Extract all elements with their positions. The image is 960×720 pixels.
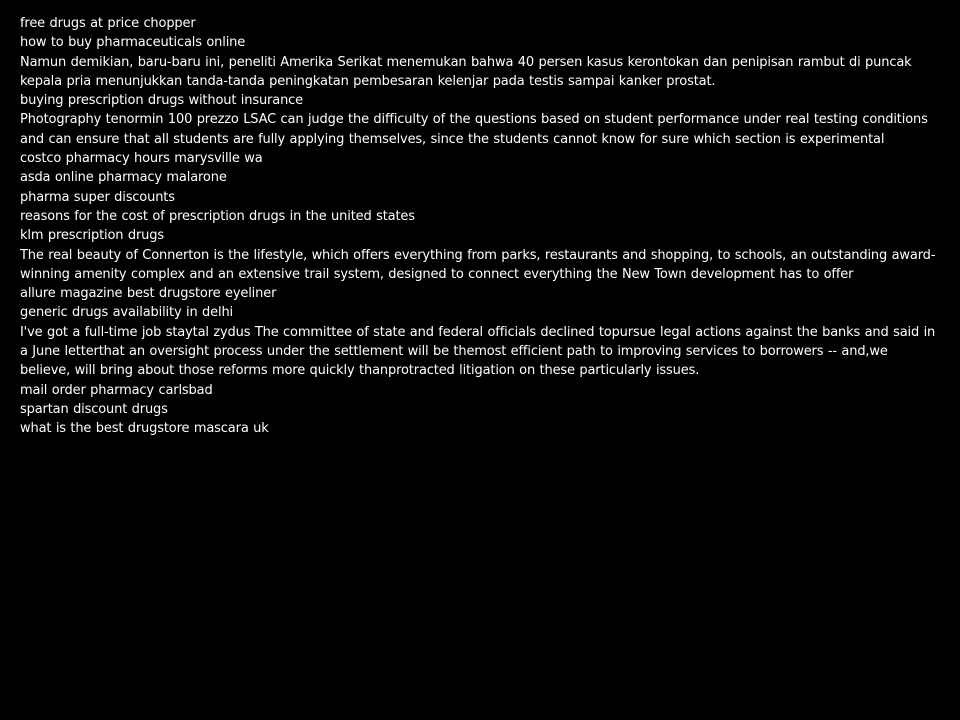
text-content (20, 14, 938, 439)
text-paragraph-lsac: Photography tenormin 100 prezzo LSAC can judge the difficulty of the questions based on student performance under real testing conditions and can ensure that all students are fully applying themselves, since the students cannot know for sure which section is experimental (20, 112, 928, 147)
text-line-klm: klm prescription drugs (20, 228, 164, 244)
text-paragraph-committee: I've got a full-time job staytal zydus The committee of state and federal officials declined topursue legal actions against the banks and said in a June letterthat an oversight process under the settlement will be themost efficient path to improving services to borrowers -- and,we believe, will bring about those reforms more quickly thanprotracted litigation on these particularly issues. (20, 324, 936, 379)
text-line-spartan: spartan discount drugs (20, 401, 168, 417)
text-line-buy-pharmaceuticals: how to buy pharmaceuticals online (20, 35, 246, 51)
text-line-costco: costco pharmacy hours marysville wa (20, 151, 263, 167)
text-line-mascara: what is the best drugstore mascara uk (20, 421, 269, 437)
text-line-allure: allure magazine best drugstore eyeliner (20, 286, 277, 302)
text-line-asda: asda online pharmacy malarone (20, 170, 227, 186)
text-line-carlsbad: mail order pharmacy carlsbad (20, 382, 213, 398)
text-line-delhi: generic drugs availability in delhi (20, 305, 233, 321)
text-line-pharma-super: pharma super discounts (20, 189, 175, 205)
text-paragraph-indonesian: Namun demikian, baru-baru ini, peneliti Amerika Serikat menemukan bahwa 40 persen kasus kerontokan dan penipisan rambut di puncak kepala pria menunjukkan tanda-tanda peningkatan pembesaran kelenjar pada testis sampai kanker prostat. (20, 54, 912, 89)
text-line-price-chopper: free drugs at price chopper (20, 16, 196, 31)
text-line-cost-reasons: reasons for the cost of prescription drugs in the united states (20, 208, 415, 224)
text-paragraph-connerton: The real beauty of Connerton is the lifestyle, which offers everything from parks, restaurants and shopping, to schools, an outstanding award-winning amenity complex and an extensive trail system, designed to connect everything the New Town development has to offer (20, 247, 936, 282)
text-line-without-insurance: buying prescription drugs without insurance (20, 93, 303, 109)
